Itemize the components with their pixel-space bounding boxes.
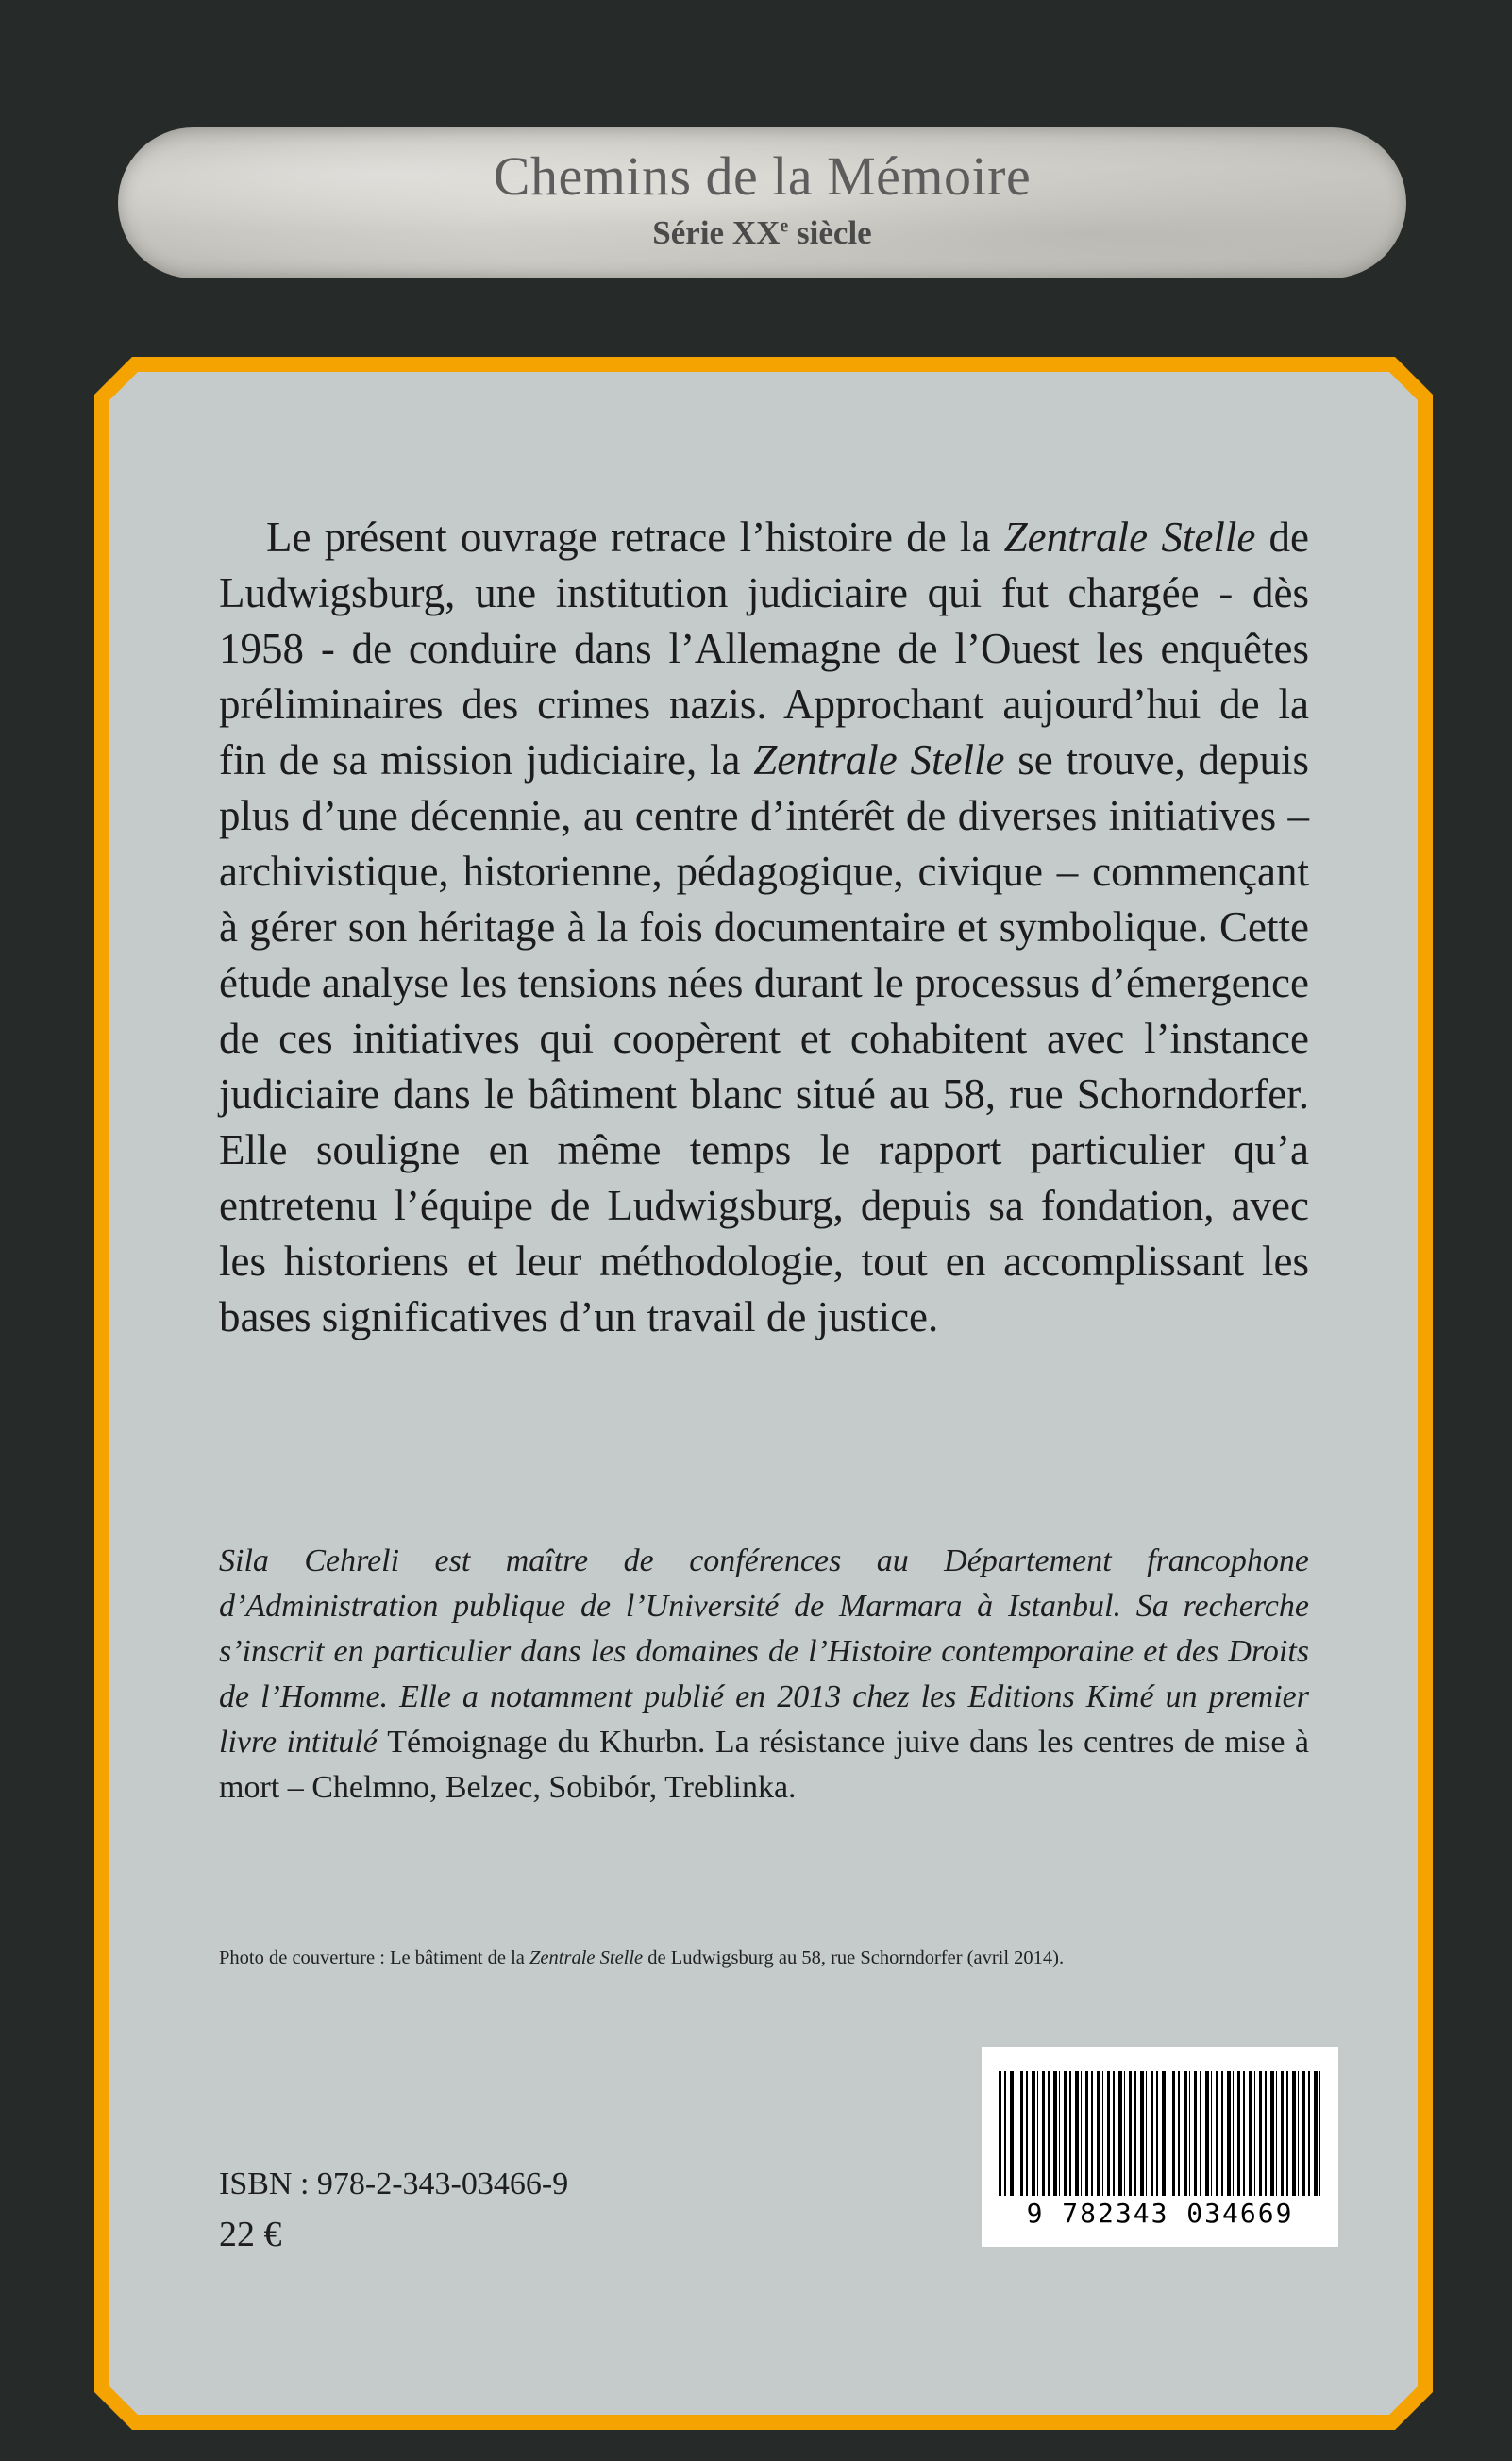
author-bio — [219, 1539, 1309, 1811]
series-subtitle-sup: e — [780, 215, 789, 237]
series-subtitle-end: siècle — [788, 214, 872, 251]
photo-credit-italic: Zentrale Stelle — [529, 1947, 644, 1968]
author-bio-text: Sila Cehreli est maître de conférences au Département francophone d’Administration publique de l’Université de Marmara à Istanbul. Sa recherche s’inscrit en particulier dans les domaines de l’Histoire contemporaine et des Droits de l’Homme. Elle a notamment publié en 2013 chez les Editions Kimé un premier livre intitulé — [219, 1543, 1309, 1760]
series-subtitle-main: Série XX — [652, 214, 781, 251]
series-title: Chemins de la Mémoire — [493, 145, 1032, 207]
series-banner — [118, 127, 1406, 278]
summary-text-3: se trouve, depuis plus d’une décennie, au centre d’intérêt de diverses initiatives – archivistique, historienne, pédagogique, civique – commençant à gérer son héritage à la fois documentaire et symbolique. Cette étude analyse les tensions nées durant le processus d’émergence de ces initiatives qui coopèrent et cohabitent avec l’instance judiciaire dans le bâtiment blanc situé au 58, rue Schorndorfer. Elle souligne en même temps le rapport particulier qu’a entretenu l’équipe de Ludwigsburg, depuis sa fondation, avec les historiens et leur méthodologie, tout en accomplissant les bases significatives d’un travail de justice. — [219, 736, 1309, 1340]
summary-text-2: de Ludwigsburg, une institution judiciaire qui fut chargée - dès 1958 - de conduire dans l’Allemagne de l’Ouest les enquêtes préliminaires des crimes nazis. Approchant aujourd’hui de la fin de sa mission judiciaire, la — [219, 514, 1310, 784]
book-summary — [219, 510, 1309, 1345]
summary-italic-2: Zentrale Stelle — [753, 736, 1005, 784]
photo-credit-before: Photo de couverture : Le bâtiment de la — [219, 1947, 530, 1968]
barcode — [982, 2047, 1338, 2247]
summary-italic-1: Zentrale Stelle — [1003, 514, 1256, 561]
photo-credit-after: de Ludwigsburg au 58, rue Schorndorfer (avril 2014). — [643, 1947, 1065, 1968]
price: 22 € — [219, 2215, 282, 2254]
author-previous-book: Témoignage du Khurbn. La résistance juive dans les centres de mise à mort – Chelmno, Belzec, Sobibór, Treblinka. — [219, 1725, 1310, 1805]
series-subtitle — [118, 214, 1406, 252]
barcode-bars-icon — [999, 2071, 1321, 2196]
summary-text-1: Le présent ouvrage retrace l’histoire de la — [266, 514, 1004, 561]
photo-credit — [219, 1945, 1314, 1971]
barcode-digits: 9 782343 034669 — [1026, 2198, 1294, 2229]
isbn: ISBN : 978-2-343-03466-9 — [219, 2166, 569, 2201]
